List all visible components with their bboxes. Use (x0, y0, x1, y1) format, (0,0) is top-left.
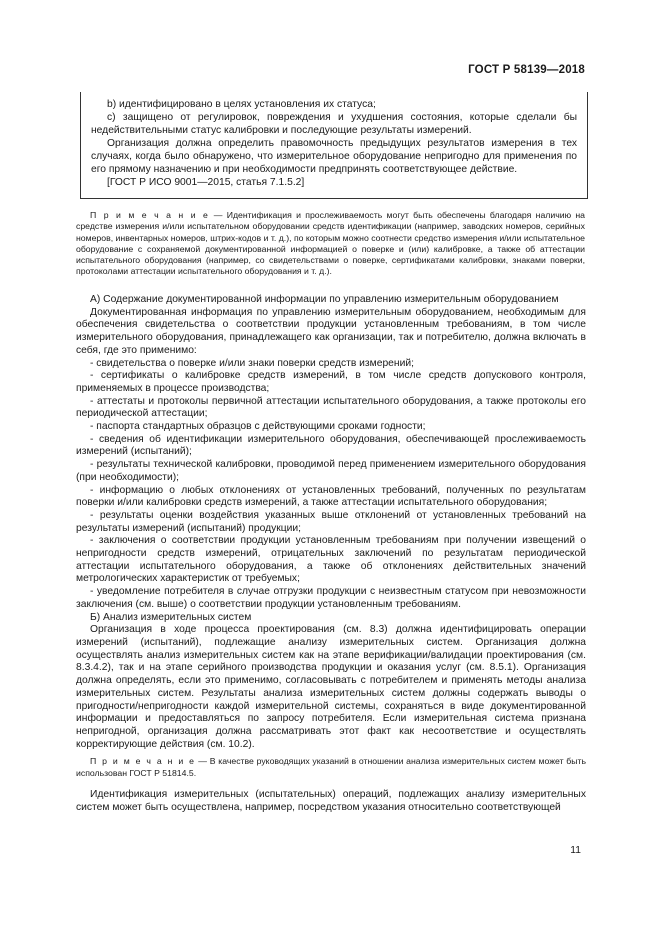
note-identification (76, 210, 585, 278)
list-item: - свидетельства о поверке и/или знаки поверки средств измерений; (90, 357, 414, 369)
quoted-standard-box (80, 92, 588, 199)
list-item: - результаты технической калибровки, проводимой перед применением измерительного оборудования (при необходимости); (76, 459, 586, 483)
list-item: - сведения об идентификации измерительного оборудования, обеспечивающей прослеживаемость измерений (испытаний); (76, 433, 586, 458)
page-number: 11 (570, 845, 581, 856)
box-line: b) идентифицировано в целях установления их статуса; (107, 99, 376, 110)
document-code: ГОСТ Р 58139—2018 (468, 64, 585, 76)
note-label: П р и м е ч а н и е (90, 210, 210, 220)
note-msa (76, 756, 586, 779)
list-item: - результаты оценки воздействия указанных выше отклонений от установленных требований на результаты измерений (испытаний) продукции; (76, 509, 586, 534)
main-body (76, 294, 586, 814)
box-reference: [ГОСТ Р ИСО 9001—2015, статья 7.1.5.2] (107, 177, 305, 188)
paragraph: Организация в ходе процесса проектирования (см. 8.3) должна идентифицировать операции измерений (испытаний), подлежащие анализу измерительных систем. Организация должна осуществлять анализ измерительных систем как на этапе верификации/валидации проектирования (см. 8.3.4.2), так и на этапе серийного производства продукции и оказания услуг (см. 8.5.1). Организация должна определять, если это применимо, согласовывать с потребителем и применять методы анализа измерительных систем. Результаты анализа измерительных систем должны содержать выводы о пригодности/непригодности каждой измерительной системы, сохраняться в виде документированной информации и предоставляться по запросу потребителя. Если измерительная система признана непригодной, организация должна рассматривать этот факт как несоответствие и осуществлять корректирующие действия (см. 10.2). (76, 624, 586, 750)
paragraph: Идентификация измерительных (испытательных) операций, подлежащих анализу измерительных систем может быть осуществлена, например, посредством указания относительно соответствующей (76, 788, 586, 813)
list-item: - заключения о соответствии продукции установленным требованиям при получении извещений о непригодности средств измерений, отрицательных заключений по результатам периодической аттестации испытательного оборудования, а также об отклонениях действительных значений метрологических характеристик от требуемых; (76, 535, 586, 585)
list-item: - уведомление потребителя в случае отгрузки продукции с неизвестным статусом при невозможности заключения (см. выше) о соответствии продукции установленным требованиям. (76, 586, 586, 610)
note-text: — Идентификация и прослеживаемость могут быть обеспечены благодаря наличию на средстве измерения и/или испытательном оборудовании средств идентификации (например, заводских номеров, серийных номеров, инвентарных номеров, штрих-кодов и т. д.), по которым можно соотнести средство измерения и/или испытательное оборудование с сохраняемой документированной информацией о поверке и (или) калибровке, а также об аттестации испытательного оборудования (например, со свидетельствами о поверке, сертификатами калибровки, знаками поверки, протоколами аттестации испытательного оборудования и т. д.). (76, 210, 585, 277)
list-item: - паспорта стандартных образцов с действующими сроками годности; (90, 421, 426, 433)
list-item: - сертификаты о калибровке средств измерений, в том числе средств допускового контроля, применяемых в процессе производства; (76, 370, 586, 394)
paragraph: Документированная информация по управлению измерительным оборудованием, необходимым для обеспечения свидетельства о соответствии продукции установленным требованиям, в том числе измерительного оборудования, принадлежащего как организации, так и потребителю, должна включать в себя, где это применимо: (76, 306, 586, 356)
section-heading-b: Б) Анализ измерительных систем (90, 611, 252, 623)
box-line: c) защищено от регулировок, повреждения и ухудшения состояния, которые сделали бы недействительными статус калибровки и последующие результаты измерений. (91, 112, 577, 136)
note-text: — В качестве руководящих указаний в отношении анализа измерительных систем может быть использован ГОСТ Р 51814.5. (76, 756, 586, 778)
section-heading-a: А) Содержание документированной информации по управлению измерительным оборудованием (90, 294, 559, 305)
list-item: - аттестаты и протоколы первичной аттестации испытательного оборудования, а также протоколы его периодической аттестации; (76, 395, 586, 420)
note-label: П р и м е ч а н и е (90, 756, 196, 767)
list-item: - информацию о любых отклонениях от установленных требований, полученных по результатам поверки и/или калибровки средств измерений, а также аттестации испытательного оборудования; (76, 484, 586, 509)
box-line: Организация должна определить правомочность предыдущих результатов измерения в тех случаях, когда было обнаружено, что измерительное оборудование непригодно для применения по его прямому назначению и при необходимости предпринять соответствующее действие. (91, 138, 577, 175)
